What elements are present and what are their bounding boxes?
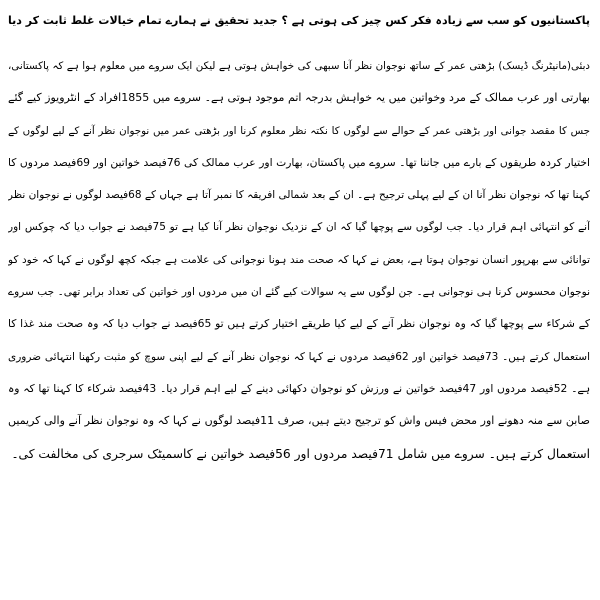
article-line: کہنا تھا کہ نوجوان نظر آنا ان کے لیے پہلی ترجیح ہے۔ ان کے بعد شمالی افریقہ کا نمبر آتا ہے جہاں کے 68فیصد لوگوں نے نوجوان نظر (8, 189, 590, 202)
article-line: استعمال کرتے ہیں۔ 73فیصد خواتین اور 62فیصد مردوں نے کہا کہ نوجوان نظر آنے کے لیے اپنی سوچ کو مثبت رکھنا انتہائی ضروری (8, 350, 590, 363)
article-line: بھارتی اور عرب ممالک کے مرد وخواتین میں یہ خواہش بدرجہ اتم موجود ہوتی ہے۔ سروے میں 1855افراد کے انٹرویوز کیے گئے (8, 91, 590, 105)
article-line: جس کا مقصد جوانی اور بڑھتی عمر کے حوالے سے لوگوں کا نکتہ نظر معلوم کرنا اور بڑھتی عمر میں نوجوان نظر آنے کے لیے لوگوں کے (8, 124, 590, 137)
article-line: اختیار کردہ طریقوں کے بارے میں جاننا تھا۔ سروے میں پاکستان، بھارت اور عرب ممالک کی 76فیصد خواتین اور 69فیصد مردوں کا (8, 155, 590, 169)
article-headline: پاکستانیوں کو سب سے زیادہ فکر کس چیز کی ہوتی ہے ؟ جدید تحقیق نے ہمارے تمام خیالات غلط ثابت کر دیا (8, 14, 590, 27)
article-line: آنے کو انتہائی اہم قرار دیا۔ جب لوگوں سے پوچھا گیا کہ ان کے نزدیک نوجوان نظر آنا کیا ہے تو 75فیصد نے جواب دیا کہ چوکس اور (8, 221, 590, 234)
article-line: استعمال کرتے ہیں۔ سروے میں شامل 71فیصد مردوں اور 56فیصد خواتین نے کاسمیٹک سرجری کی مخالفت کی۔ (11, 446, 590, 461)
article-line: نوجوان محسوس کرنا ہی نوجوانی ہے۔ جن لوگوں سے یہ سوالات کیے گئے ان میں مردوں اور خواتین کی تعداد برابر تھی۔ جب سروے (8, 286, 590, 299)
article-line: دبئی(مانیٹرنگ ڈیسک) بڑھتی عمر کے ساتھ نوجوان نظر آنا سبھی کی خواہش ہوتی ہے لیکن ایک سروے میں معلوم ہوا ہے کہ پاکستانی، (8, 60, 590, 72)
article-line: صابن سے منہ دھونے اور محض فیس واش کو ترجیح دیتے ہیں، صرف 11فیصد لوگوں نے کہا کہ وہ نوجوان نظر آنے والی کریمیں (8, 414, 590, 428)
article-line: ہے۔ 52فیصد مردوں اور 47فیصد خواتین نے ورزش کو نوجوان دکھائی دینے کے لیے اہم قرار دیا۔ 43فیصد شرکاء کا کہنا تھا کہ وہ (8, 381, 590, 395)
article-line: توانائی سے بھرپور انسان نوجوان ہوتا ہے، بعض نے کہا کہ صحت مند ہونا نوجوانی کی علامت ہے جبکہ کچھ لوگوں نے کہا کہ خود کو (8, 253, 590, 266)
article-body (8, 50, 590, 470)
article-line: کے شرکاء سے پوچھا گیا کہ وہ نوجوان نظر آنے کے لیے کیا طریقے اختیار کرتے ہیں تو 65فیصد نے جواب دیا کہ وہ صحت مند غذا کا (8, 317, 590, 331)
